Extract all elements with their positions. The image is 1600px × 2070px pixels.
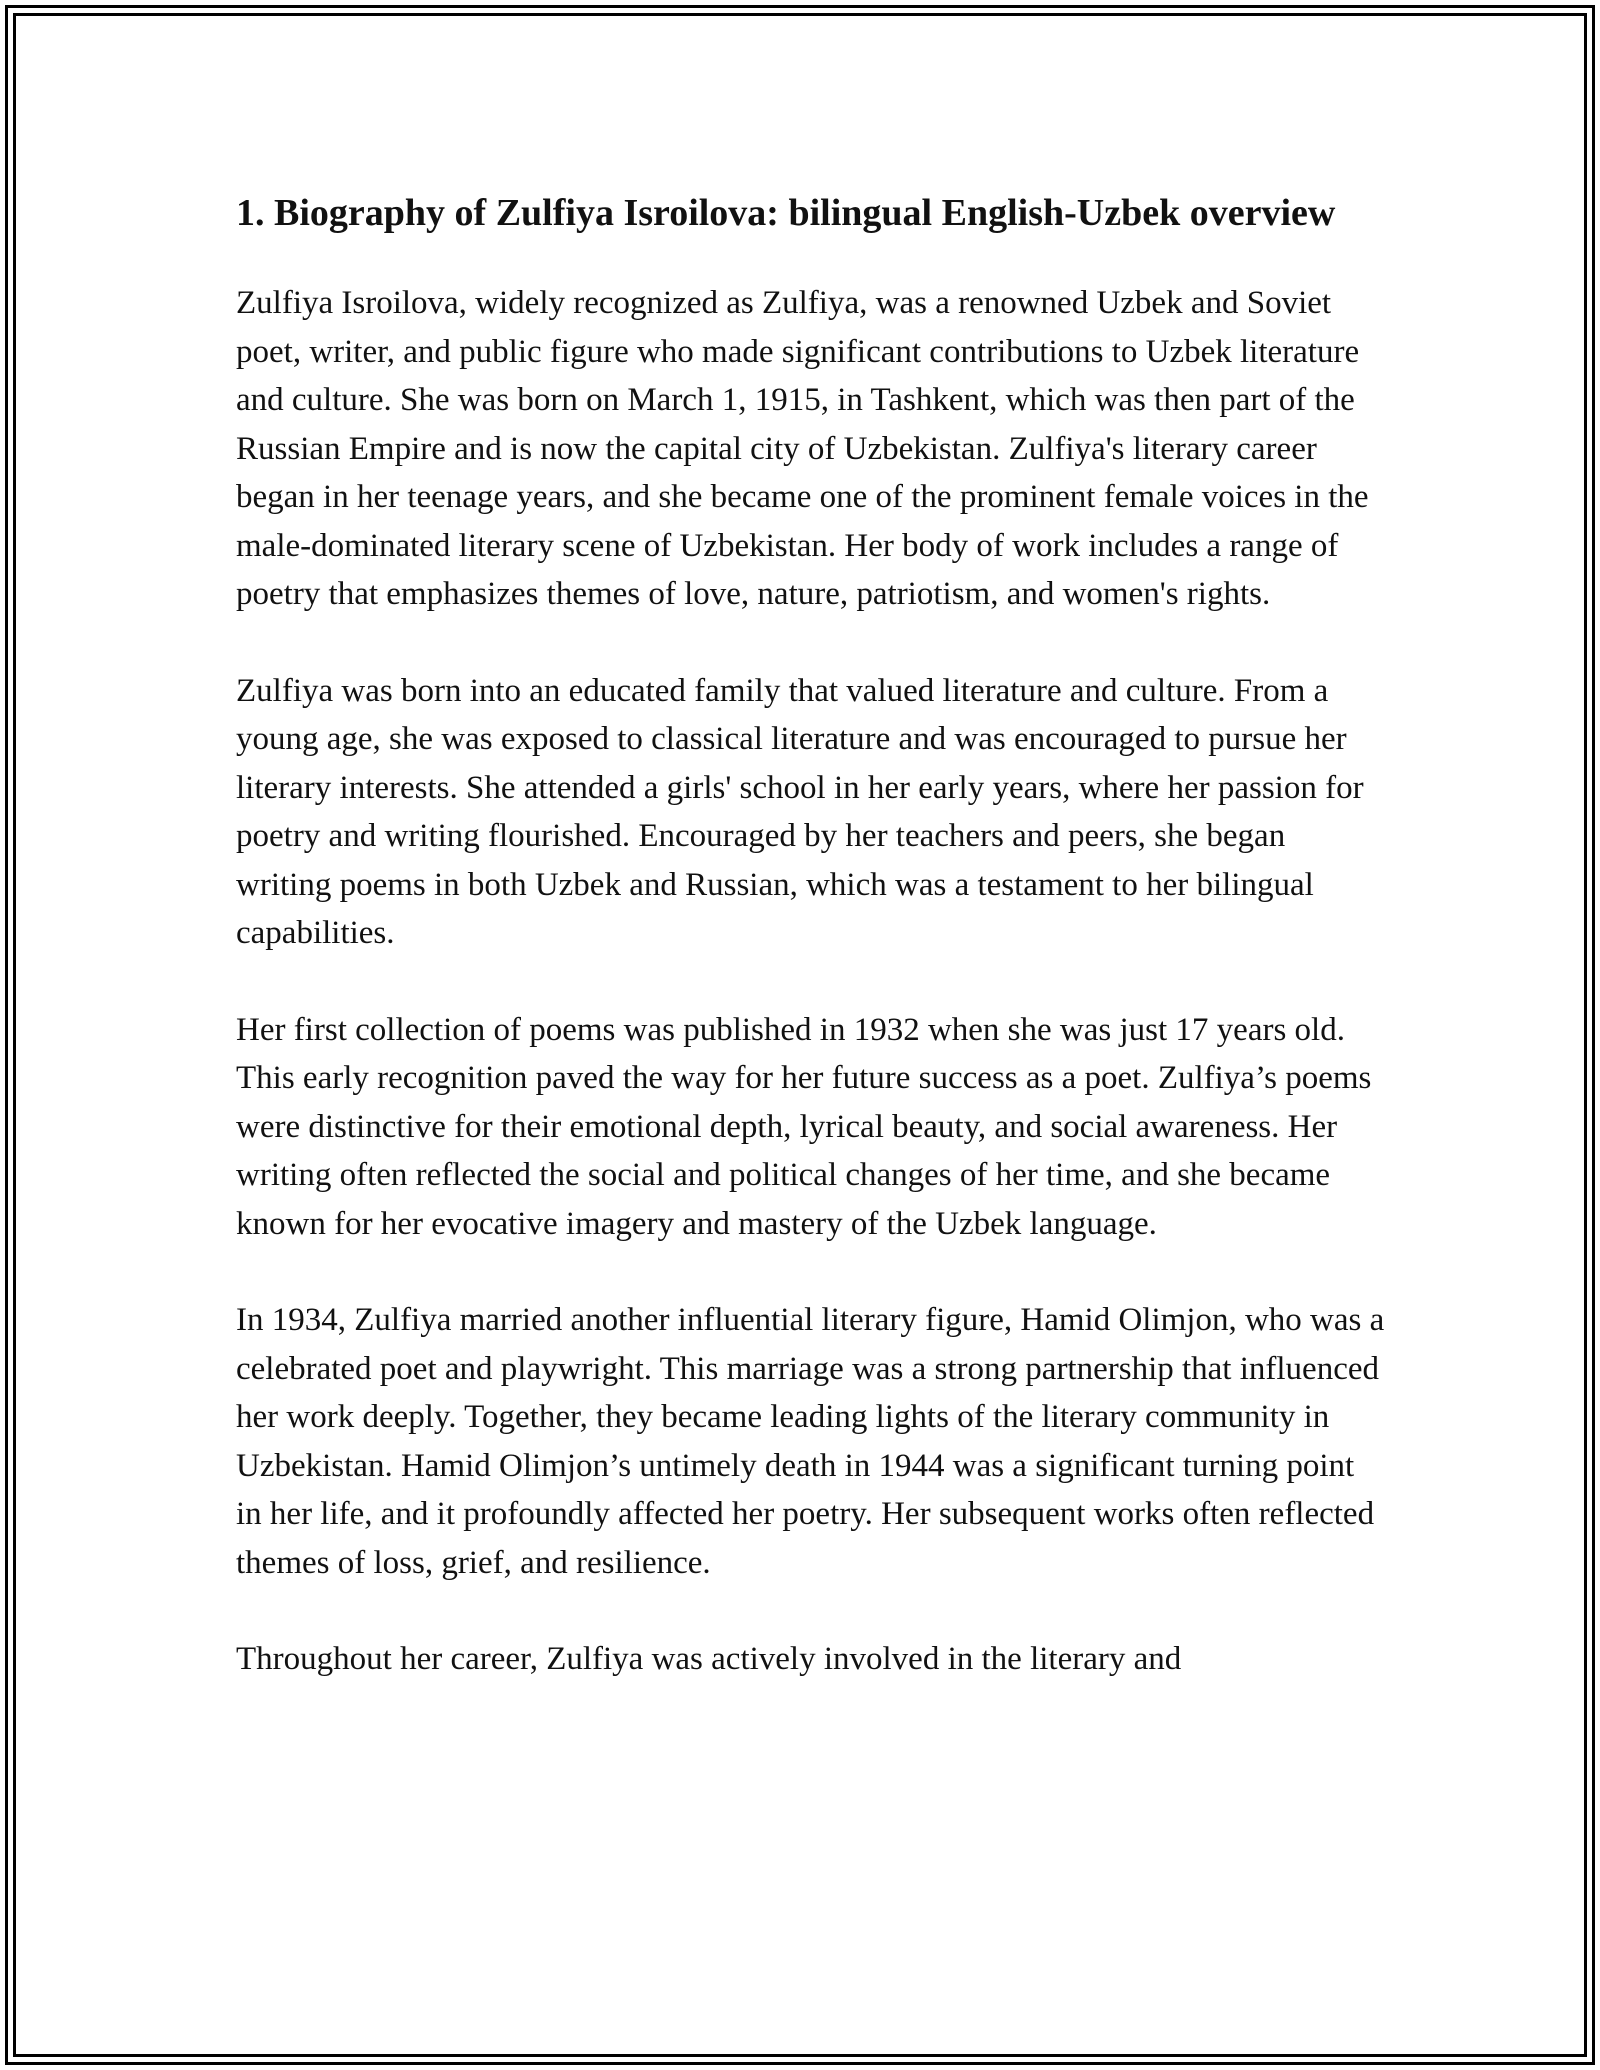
paragraph-career: Throughout her career, Zulfiya was actively involved in the literary and (236, 1641, 1182, 1677)
section-heading: 1. Biography of Zulfiya Isroilova: bilingual English-Uzbek overview (236, 192, 1336, 234)
paragraph-early-life: Zulfiya was born into an educated family that valued literature and culture. From a young age, she was exposed to classical literature and was encouraged to pursue her literary interests. She attended a girls' school in her early years, where her passion for poetry and writing flourished. Encouraged by her teachers and peers, she began writing poems in both Uzbek and Russian, which was a testament to her bilingual capabilities. (236, 672, 1364, 951)
paragraph-first-collection: Her first collection of poems was published in 1932 when she was just 17 years old. This early recognition paved the way for her future success as a poet. Zulfiya’s poems were distinctive for their emotional depth, lyrical beauty, and social awareness. Her writing often reflected the social and political changes of her time, and she became known for her evocative imagery and mastery of the Uzbek language. (236, 1011, 1372, 1242)
paragraph-intro: Zulfiya Isroilova, widely recognized as Zulfiya, was a renowned Uzbek and Soviet poet, writer, and public figure who made significant contributions to Uzbek literature and culture. She was born on March 1, 1915, in Tashkent, which was then part of the Russian Empire and is now the capital city of Uzbekistan. Zulfiya's literary career began in her teenage years, and she became one of the prominent female voices in the male-dominated literary scene of Uzbekistan. Her body of work includes a range of poetry that emphasizes themes of love, nature, patriotism, and women's rights. (236, 285, 1369, 612)
paragraph-marriage: In 1934, Zulfiya married another influential literary figure, Hamid Olimjon, who was a celebrated poet and playwright. This marriage was a strong partnership that influenced her work deeply. Together, they became leading lights of the literary community in Uzbekistan. Hamid Olimjon’s untimely death in 1944 was a significant turning point in her life, and it profoundly affected her poetry. Her subsequent works often reflected themes of loss, grief, and resilience. (236, 1302, 1385, 1581)
document-body (236, 186, 1386, 1732)
